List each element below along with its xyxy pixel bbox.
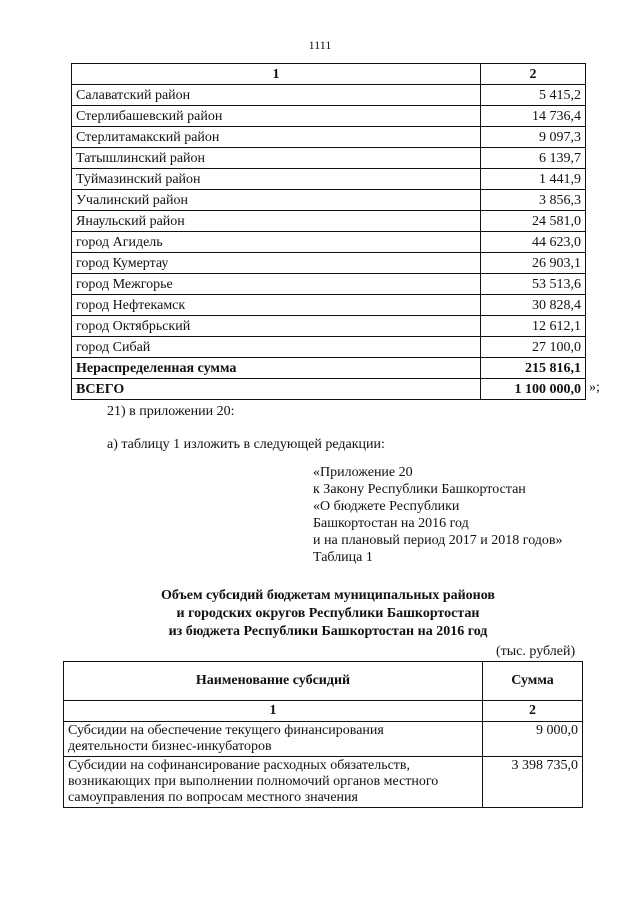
column-header-name: Наименование субсидий — [64, 662, 483, 701]
paragraph-a: а) таблицу 1 изложить в следующей редакции: — [107, 437, 385, 452]
row-value: 24 581,0 — [481, 211, 586, 232]
row-value: 6 139,7 — [481, 148, 586, 169]
appendix-line: к Закону Республики Башкортостан — [313, 482, 526, 497]
row-name: город Сибай — [72, 337, 481, 358]
table-row — [72, 253, 586, 274]
table-row — [64, 757, 583, 808]
title-line: и городских округов Республики Башкортостан — [176, 606, 480, 621]
table-row — [72, 274, 586, 295]
subsidy-name — [64, 757, 483, 808]
closing-quote-mark: »; — [589, 380, 600, 395]
row-name: город Кумертау — [72, 253, 481, 274]
subsidy-name-line: самоуправления по вопросам местного значения — [68, 790, 358, 805]
total-label: ВСЕГО — [72, 379, 481, 400]
row-name: Салаватский район — [72, 85, 481, 106]
subsidy-name-line: возникающих при выполнении полномочий органов местного — [68, 774, 439, 789]
row-name: Учалинский район — [72, 190, 481, 211]
table-row — [72, 337, 586, 358]
column-header-sum: Сумма — [483, 662, 583, 701]
appendix-line: «О бюджете Республики — [313, 499, 460, 514]
row-value: 3 856,3 — [481, 190, 586, 211]
row-name: Стерлибашевский район — [72, 106, 481, 127]
municipal-distribution-table — [71, 63, 586, 400]
table-row — [72, 295, 586, 316]
table-row — [72, 190, 586, 211]
column-header-2: 2 — [481, 64, 586, 85]
total-row — [72, 379, 586, 400]
row-name: Стерлитамакский район — [72, 127, 481, 148]
row-value: 5 415,2 — [481, 85, 586, 106]
row-value: 44 623,0 — [481, 232, 586, 253]
table-row — [64, 722, 583, 757]
undistributed-label: Нераспределенная сумма — [72, 358, 481, 379]
units-label: (тыс. рублей) — [496, 644, 576, 659]
row-value: 12 612,1 — [481, 316, 586, 337]
subsidies-table — [63, 661, 583, 808]
title-line: Объем субсидий бюджетам муниципальных районов — [161, 588, 495, 603]
table-row — [72, 106, 586, 127]
column-number-1: 1 — [64, 701, 483, 722]
row-value: 26 903,1 — [481, 253, 586, 274]
subsidy-name — [64, 722, 483, 757]
undistributed-row — [72, 358, 586, 379]
total-value: 1 100 000,0 — [481, 379, 586, 400]
appendix-line: «Приложение 20 — [313, 465, 413, 480]
column-number-2: 2 — [483, 701, 583, 722]
row-value: 14 736,4 — [481, 106, 586, 127]
column-header-1: 1 — [72, 64, 481, 85]
table-row — [72, 211, 586, 232]
column-number-row — [64, 701, 583, 722]
table-row — [72, 127, 586, 148]
row-value: 30 828,4 — [481, 295, 586, 316]
undistributed-value: 215 816,1 — [481, 358, 586, 379]
table-header-row — [64, 662, 583, 701]
table-row — [72, 85, 586, 106]
appendix-reference — [313, 464, 563, 566]
row-value: 53 513,6 — [481, 274, 586, 295]
page-number: 1111 — [308, 38, 332, 52]
paragraph-21: 21) в приложении 20: — [107, 404, 235, 419]
row-name: город Октябрьский — [72, 316, 481, 337]
row-value: 9 097,3 — [481, 127, 586, 148]
row-name: Туймазинский район — [72, 169, 481, 190]
appendix-line: Башкортостан на 2016 год — [313, 516, 469, 531]
row-name: Янаульский район — [72, 211, 481, 232]
subsidy-value: 9 000,0 — [483, 722, 583, 757]
subsidy-name-line: деятельности бизнес-инкубаторов — [68, 739, 272, 754]
row-name: город Межгорье — [72, 274, 481, 295]
table-title — [0, 587, 640, 641]
subsidy-value: 3 398 735,0 — [483, 757, 583, 808]
table-row — [72, 232, 586, 253]
row-name: город Нефтекамск — [72, 295, 481, 316]
table-row — [72, 148, 586, 169]
row-name: город Агидель — [72, 232, 481, 253]
table-row — [72, 316, 586, 337]
appendix-table-label: Таблица 1 — [313, 550, 373, 565]
row-value: 1 441,9 — [481, 169, 586, 190]
subsidy-name-line: Субсидии на софинансирование расходных обязательств, — [68, 758, 411, 773]
table-row — [72, 169, 586, 190]
row-name: Татышлинский район — [72, 148, 481, 169]
title-line: из бюджета Республики Башкортостан на 2016 год — [168, 624, 488, 639]
subsidy-name-line: Субсидии на обеспечение текущего финансирования — [68, 723, 384, 738]
row-value: 27 100,0 — [481, 337, 586, 358]
table-header-row — [72, 64, 586, 85]
appendix-line: и на плановый период 2017 и 2018 годов» — [313, 533, 563, 548]
